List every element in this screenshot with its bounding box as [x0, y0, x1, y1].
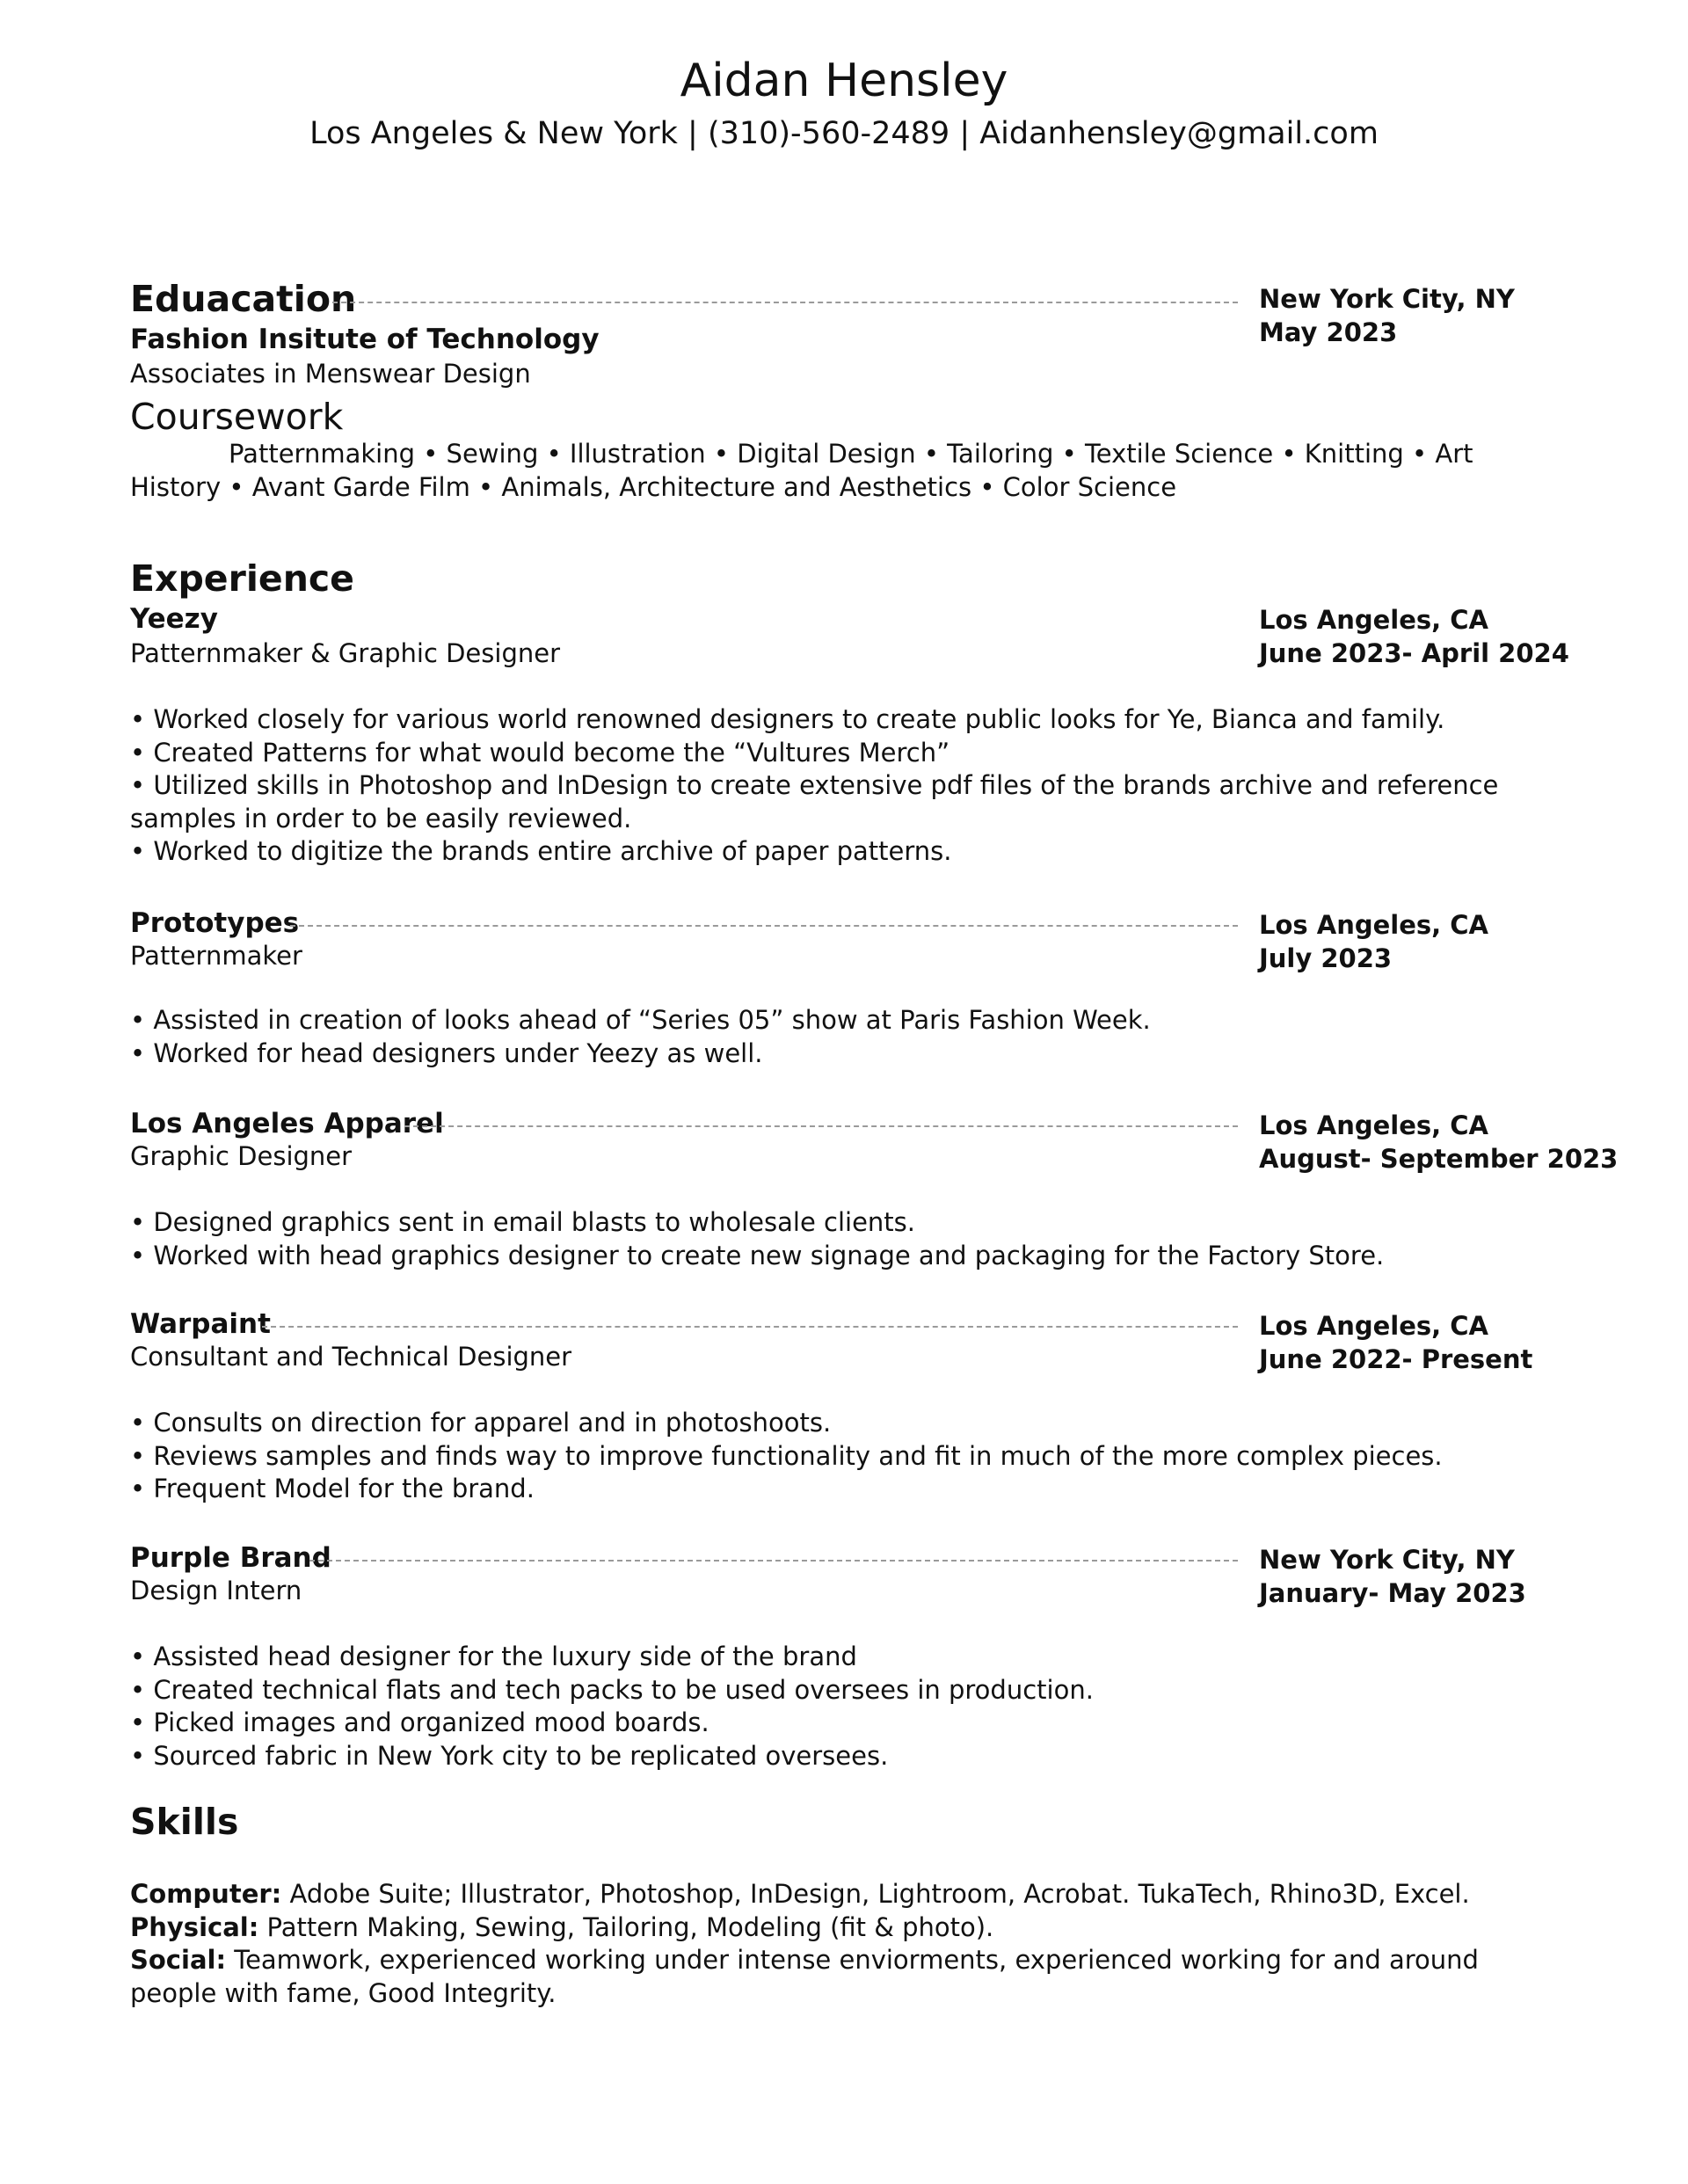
bullet: • Created Patterns for what would become the “Vultures Merch” [130, 737, 950, 768]
education-date: May 2023 [1259, 317, 1398, 347]
candidate-name: Aidan Hensley [680, 55, 1008, 107]
bullet: • Worked for head designers under Yeezy as well. [130, 1037, 763, 1068]
bullet: • Worked to digitize the brands entire archive of paper patterns. [130, 836, 952, 866]
bullet: • Worked with head graphics designer to create new signage and packaging for the Factory Store. [130, 1240, 1385, 1270]
skills-physical [130, 1911, 1528, 1945]
job-date: June 2023- April 2024 [1259, 638, 1569, 668]
bullet: • Utilized skills in Photoshop and InDesign to create extensive pdf files of the brands archive and reference samples in order to be easily reviewed. [130, 770, 1499, 834]
bullet: • Assisted in creation of looks ahead of “Series 05” show at Paris Fashion Week. [130, 1005, 1151, 1035]
job-bullets [130, 1206, 1384, 1272]
education-location: New York City, NY [1259, 284, 1515, 314]
skills-computer-label: Computer: [130, 1879, 282, 1909]
education-degree: Associates in Menswear Design [130, 359, 531, 389]
job-company: Los Angeles Apparel [130, 1108, 444, 1139]
bullet: • Consults on direction for apparel and in photoshoots. [130, 1408, 832, 1438]
job-bullets [130, 1641, 1094, 1773]
education-school: Fashion Insitute of Technology [130, 324, 600, 355]
skills-computer [130, 1878, 1528, 1911]
job-leader-dots [290, 925, 1238, 927]
skills-list [130, 1878, 1528, 2010]
contact-line: Los Angeles & New York | (310)-560-2489 | Aidanhensley@gmail.com [309, 116, 1379, 151]
job-role: Graphic Designer [130, 1141, 353, 1171]
coursework-list: Patternmaking • Sewing • Illustration • Digital Design • Tailoring • Textile Science • Knitting • Art History • Avant Garde Film • Animals, Architecture and Aesthetics • Color Science [130, 439, 1473, 502]
job-location: New York City, NY [1259, 1545, 1515, 1575]
job-location: Los Angeles, CA [1259, 1110, 1488, 1140]
job-location: Los Angeles, CA [1259, 1311, 1488, 1341]
skills-computer-text: Adobe Suite; Illustrator, Photoshop, InDesign, Lightroom, Acrobat. TukaTech, Rhino3D, Excel. [281, 1879, 1470, 1909]
skills-social-text: Teamwork, experienced working under intense enviorments, experienced working for and around people with fame, Good Integrity. [130, 1945, 1479, 2008]
skills-social [130, 1944, 1528, 2010]
job-date: July 2023 [1259, 943, 1393, 973]
job-date: June 2022- Present [1259, 1344, 1533, 1374]
bullet: • Worked closely for various world renowned designers to create public looks for Ye, Bianca and family. [130, 704, 1445, 734]
job-location: Los Angeles, CA [1259, 605, 1488, 635]
coursework-heading: Coursework [130, 396, 344, 438]
skills-physical-text: Pattern Making, Sewing, Tailoring, Modeling (fit & photo). [258, 1911, 994, 1942]
job-location: Los Angeles, CA [1259, 910, 1488, 940]
education-leader-dots [332, 302, 1238, 303]
job-leader-dots [309, 1560, 1238, 1562]
job-bullets [130, 1407, 1443, 1506]
skills-physical-label: Physical: [130, 1911, 259, 1942]
education-heading: Eduacation [130, 278, 357, 320]
job-bullets [130, 1004, 1151, 1070]
job-role: Patternmaker [130, 941, 302, 971]
job-leader-dots [262, 1326, 1238, 1328]
bullet: • Frequent Model for the brand. [130, 1474, 535, 1503]
skills-heading: Skills [130, 1801, 239, 1843]
skills-social-label: Social: [130, 1945, 227, 1975]
bullet: • Picked images and organized mood boards. [130, 1707, 709, 1737]
job-date: January- May 2023 [1259, 1578, 1526, 1608]
bullet: • Designed graphics sent in email blasts to wholesale clients. [130, 1207, 915, 1237]
bullet: • Created technical flats and tech packs to be used oversees in production. [130, 1674, 1094, 1705]
job-role: Patternmaker & Graphic Designer [130, 638, 560, 668]
bullet: • Reviews samples and finds way to improve functionality and fit in much of the more complex pieces. [130, 1440, 1443, 1471]
experience-heading: Experience [130, 557, 354, 600]
job-role: Consultant and Technical Designer [130, 1342, 572, 1372]
job-company: Purple Brand [130, 1542, 331, 1574]
bullet: • Sourced fabric in New York city to be replicated oversees. [130, 1740, 889, 1771]
job-company: Warpaint [130, 1308, 271, 1340]
job-role: Design Intern [130, 1576, 302, 1605]
bullet: • Assisted head designer for the luxury side of the brand [130, 1642, 857, 1671]
job-leader-dots [404, 1125, 1238, 1127]
job-company: Prototypes [130, 907, 300, 939]
job-company: Yeezy [130, 603, 218, 635]
job-bullets [130, 703, 1519, 869]
job-date: August- September 2023 [1259, 1144, 1619, 1174]
